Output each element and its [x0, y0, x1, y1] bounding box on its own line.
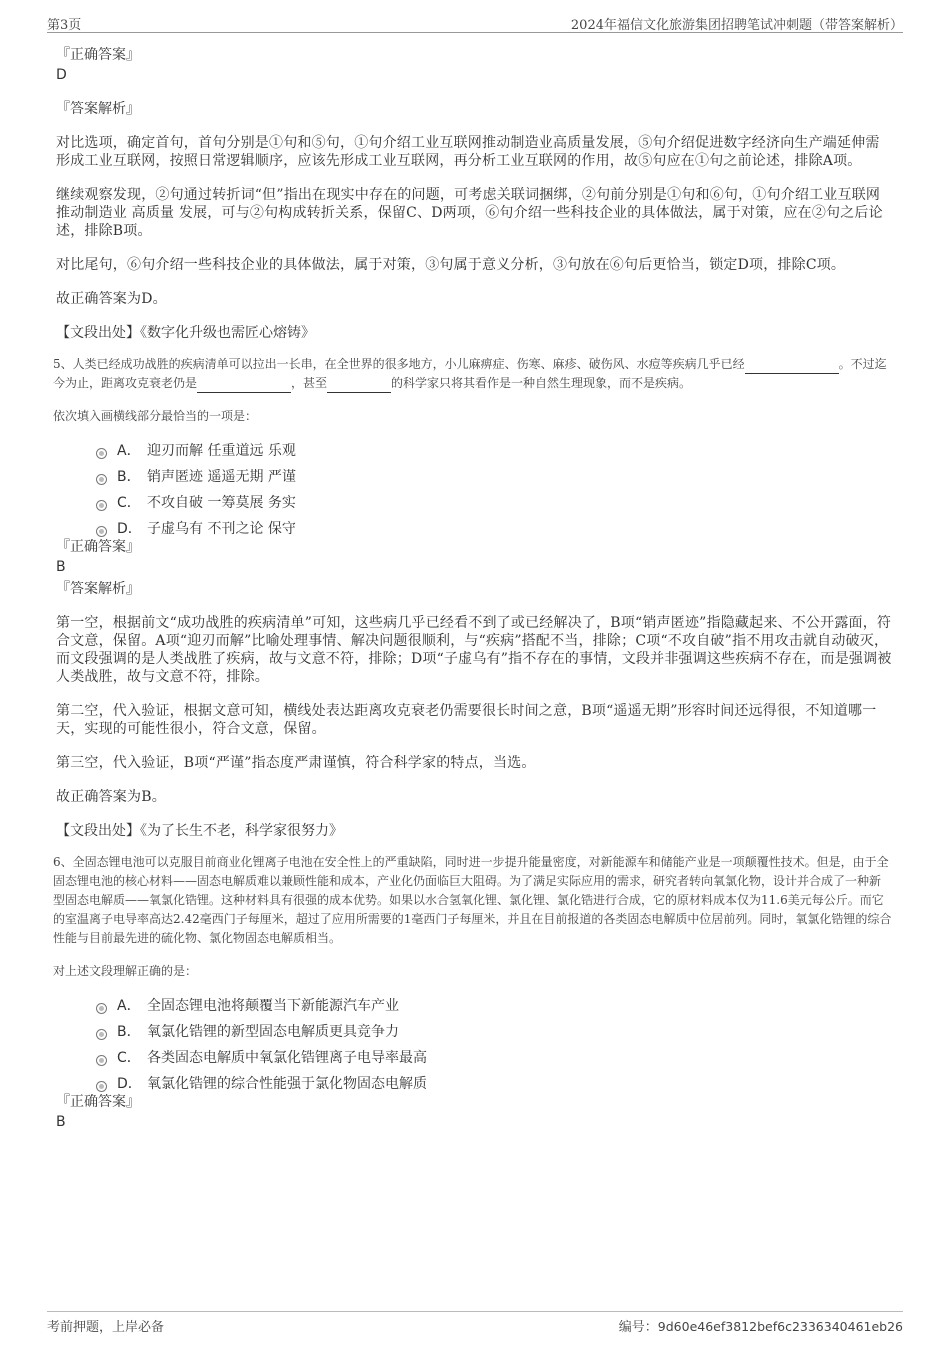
- fill-blank-1: [745, 359, 839, 374]
- question-text-part: ，甚至: [291, 376, 328, 390]
- option-c[interactable]: [96, 1049, 892, 1075]
- radio-icon[interactable]: [96, 474, 107, 485]
- radio-icon[interactable]: [96, 448, 107, 459]
- radio-icon[interactable]: [96, 1029, 107, 1040]
- analysis-paragraph: 继续观察发现，②句通过转折词“但”指出在现实中存在的问题，可考虑关联词捆绑，②句前分别是①句和⑥句，①句介绍工业互联网推动制造业 高质量 发展，可与②句构成转折关系，保留C、D两项，⑥句介绍一些科技企业的具体做法，属于对策，应在②句之后论述，排除B项。: [56, 187, 883, 239]
- page-footer: [47, 1311, 903, 1336]
- option-b[interactable]: [96, 1023, 892, 1049]
- option-text: 销声匿迹 遥遥无期 严谨: [147, 469, 296, 485]
- question-text-part: 的科学家只将其看作是一种自然生理现象，而不是疾病。: [391, 376, 692, 390]
- options-list: [96, 442, 892, 546]
- analysis-paragraph: 故正确答案为D。: [56, 291, 167, 307]
- answer-tag: 『正确答案』: [56, 47, 140, 63]
- answer-tag: 『正确答案』: [56, 539, 140, 555]
- radio-icon[interactable]: [96, 500, 107, 511]
- option-text: 各类固态电解质中氧氯化锆锂离子电导率最高: [147, 1050, 427, 1066]
- option-text: 迎刃而解 任重道远 乐观: [147, 443, 296, 459]
- option-letter: C．: [117, 1050, 141, 1066]
- footer-id-label: 编号：: [618, 1320, 658, 1335]
- analysis-paragraph: 第二空，代入验证，根据文意可知，横线处表达距离攻克衰老仍需要很长时间之意，B项“遥遥无期”形容时间还远得很，不知道哪一天，实现的可能性很小，符合文意，保留。: [56, 703, 877, 737]
- source-citation: 【文段出处】《为了长生不老，科学家很努力》: [56, 823, 343, 839]
- analysis-tag: 『答案解析』: [56, 581, 140, 597]
- document-title: 2024年福信文化旅游集团招聘笔试冲刺题（带答案解析）: [570, 18, 903, 33]
- option-text: 子虚乌有 不刊之论 保守: [147, 521, 296, 537]
- option-letter: D．: [117, 1076, 142, 1092]
- analysis-paragraph: 对比选项，确定首句，首句分别是①句和⑤句，①句介绍工业互联网推动制造业高质量发展，⑤句介绍促进数字经济向生产端延伸需形成工业互联网，按照日常逻辑顺序，应该先形成工业互联网，再分析工业互联网的作用，故⑤句应在①句之前论述，排除A项。: [56, 135, 880, 169]
- question-5-text: [53, 355, 892, 393]
- footer-id: [619, 1316, 903, 1335]
- fill-blank-2: [197, 378, 291, 393]
- source-citation: 【文段出处】《数字化升级也需匠心熔铸》: [56, 325, 315, 341]
- radio-icon[interactable]: [96, 1003, 107, 1014]
- radio-icon[interactable]: [96, 526, 107, 537]
- fill-blank-3: [327, 378, 391, 393]
- option-letter: C．: [117, 495, 141, 511]
- question-prompt: 依次填入画横线部分最恰当的一项是：: [53, 409, 258, 423]
- option-c[interactable]: [96, 494, 892, 520]
- analysis-paragraph: 第三空，代入验证，B项“严谨”指态度严肃谨慎，符合科学家的特点，当选。: [56, 755, 536, 771]
- footer-id-code: 9d60e46ef3812bef6c2336340461eb26: [657, 1319, 903, 1334]
- options-list: [96, 997, 892, 1101]
- radio-icon[interactable]: [96, 1081, 107, 1092]
- question-prompt: 对上述文段理解正确的是：: [53, 964, 198, 978]
- option-letter: B．: [117, 469, 141, 485]
- page-header: [47, 12, 903, 33]
- option-text: 氧氯化锆锂的综合性能强于氯化物固态电解质: [147, 1076, 427, 1092]
- answer-value: B: [56, 1114, 66, 1130]
- answer-tag: 『正确答案』: [56, 1094, 140, 1110]
- option-letter: A．: [117, 998, 141, 1014]
- option-text: 全固态锂电池将颠覆当下新能源汽车产业: [147, 998, 399, 1014]
- question-text-part: 。不过迄今为止，距离攻克衰老仍是: [53, 357, 887, 390]
- analysis-paragraph: 第一空，根据前文“成功战胜的疾病清单”可知，这些病几乎已经看不到了或已经解决了，B项“销声匿迹”指隐藏起来、不公开露面，符合文意，保留。A项“迎刃而解”比喻处理事情、解决问题很顺利，与“疾病”搭配不当，排除；C项“不攻自破”指不用攻击就自动破灭，而文段强调的是人类战胜了疾病，故与文意不符，排除；D项“子虚乌有”指不存在的事情，文段并非强调这些疾病不存在，而是强调被人类战胜，故与文意不符，排除。: [56, 615, 892, 685]
- option-text: 不攻自破 一筹莫展 务实: [147, 495, 296, 511]
- option-text: 氧氯化锆锂的新型固态电解质更具竞争力: [147, 1024, 399, 1040]
- option-letter: B．: [117, 1024, 141, 1040]
- option-a[interactable]: [96, 997, 892, 1023]
- answer-value: D: [56, 67, 67, 83]
- question-6-text: 6、全固态锂电池可以克服目前商业化锂离子电池在安全性上的严重缺陷，同时进一步提升能量密度，对新能源车和储能产业是一项颠覆性技术。但是，由于全固态锂电池的核心材料——固态电解质难以兼顾性能和成本，产业化仍面临巨大阻碍。为了满足实际应用的需求，研究者转向氧氯化物，设计并合成了一种新型固态电解质——氧氯化锆锂。这种材料具有很强的成本优势。如果以水合氢氧化锂、氯化锂、氯化锆进行合成，它的原材料成本仅为11.6美元每公斤。而它的室温离子电导率高达2.42毫西门子每厘米，超过了应用所需要的1毫西门子每厘米，并且在目前报道的各类固态电解质中位居前列。同时，氧氯化锆锂的综合性能与目前最先进的硫化物、氯化物固态电解质相当。: [53, 855, 892, 945]
- page-number: 第3页: [47, 18, 82, 33]
- footer-slogan: 考前押题，上岸必备: [47, 1320, 165, 1335]
- answer-value: B: [56, 559, 66, 575]
- question-text-part: 5、人类已经成功战胜的疾病清单可以拉出一长串，在全世界的很多地方，小儿麻痹症、伤寒、麻疹、破伤风、水痘等疾病几乎已经: [53, 357, 745, 371]
- option-letter: D．: [117, 521, 142, 537]
- page-content: [53, 44, 892, 1131]
- option-a[interactable]: [96, 442, 892, 468]
- analysis-tag: 『答案解析』: [56, 101, 140, 117]
- option-b[interactable]: [96, 468, 892, 494]
- analysis-paragraph: 对比尾句，⑥句介绍一些科技企业的具体做法，属于对策，③句属于意义分析，③句放在⑥句后更恰当，锁定D项，排除C项。: [56, 257, 846, 273]
- option-letter: A．: [117, 443, 141, 459]
- radio-icon[interactable]: [96, 1055, 107, 1066]
- analysis-paragraph: 故正确答案为B。: [56, 789, 166, 805]
